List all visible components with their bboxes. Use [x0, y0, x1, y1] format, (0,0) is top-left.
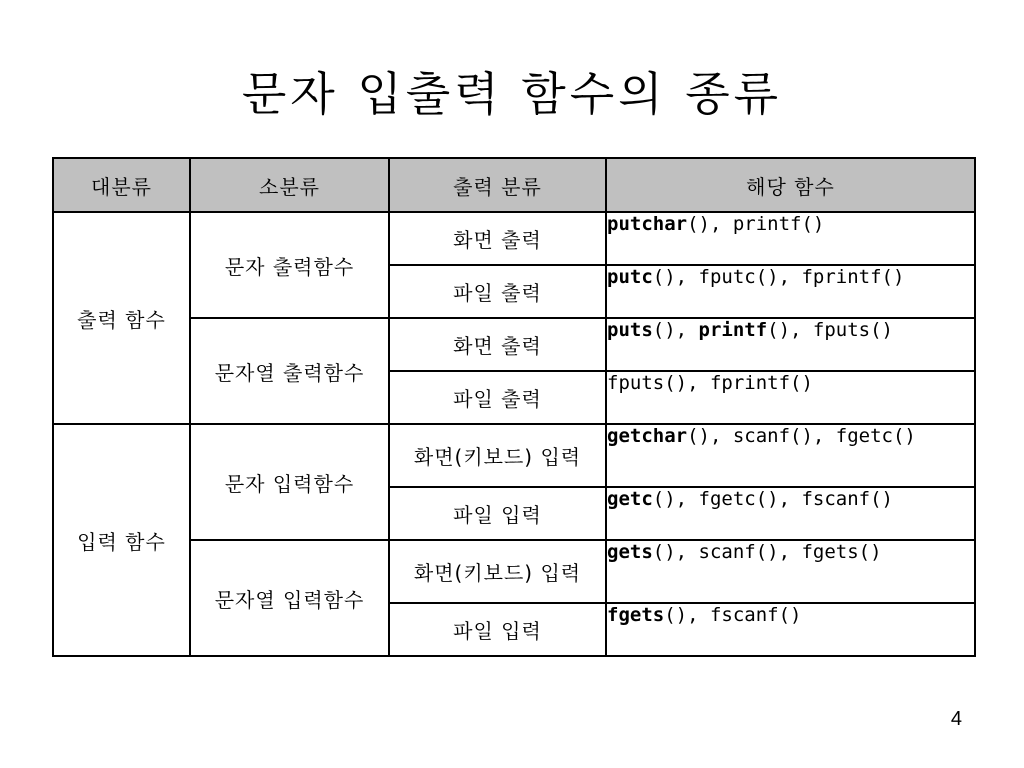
slide-title: 문자 입출력 함수의 종류	[241, 67, 783, 121]
table-row	[53, 424, 975, 487]
function-name: getchar	[607, 425, 688, 447]
minor-category-cell: 문자 입력함수	[190, 424, 389, 540]
function-list: (), scanf(), fgets()	[652, 541, 882, 563]
function-list: (), fputc(), fprintf()	[652, 266, 905, 288]
functions-cell	[606, 487, 975, 540]
functions-cell	[606, 603, 975, 656]
function-name: puts	[607, 319, 653, 341]
minor-category-cell: 문자열 출력함수	[190, 318, 389, 424]
kind-cell: 화면(키보드) 입력	[389, 540, 606, 603]
function-table	[52, 157, 976, 657]
function-list: (), printf()	[687, 213, 825, 235]
function-list: (), fgetc(), fscanf()	[652, 488, 893, 510]
header-major-category: 대분류	[53, 158, 190, 212]
kind-cell: 파일 출력	[389, 371, 606, 424]
functions-cell	[606, 371, 975, 424]
function-list: (),	[652, 319, 699, 341]
functions-cell	[606, 424, 975, 487]
kind-cell: 파일 입력	[389, 487, 606, 540]
function-name: putc	[607, 266, 653, 288]
function-list: (), fscanf()	[664, 604, 802, 626]
header-functions: 해당 함수	[606, 158, 975, 212]
table-row	[53, 318, 975, 371]
major-category-cell: 출력 함수	[53, 212, 190, 424]
page-number: 4	[950, 708, 962, 730]
table-header-row	[53, 158, 975, 212]
kind-cell: 화면 출력	[389, 318, 606, 371]
kind-cell: 파일 입력	[389, 603, 606, 656]
function-list: fputs(), fprintf()	[607, 372, 813, 394]
function-name: getc	[607, 488, 653, 510]
function-name: printf	[698, 319, 768, 341]
function-list: (), fputs()	[767, 319, 894, 341]
header-output-kind: 출력 분류	[389, 158, 606, 212]
functions-cell	[606, 265, 975, 318]
functions-cell	[606, 318, 975, 371]
kind-cell: 화면(키보드) 입력	[389, 424, 606, 487]
major-category-cell: 입력 함수	[53, 424, 190, 656]
function-list: (), scanf(), fgetc()	[687, 425, 916, 447]
functions-cell	[606, 540, 975, 603]
table-row	[53, 212, 975, 265]
function-name: gets	[607, 541, 653, 563]
function-name: putchar	[607, 213, 688, 235]
kind-cell: 화면 출력	[389, 212, 606, 265]
kind-cell: 파일 출력	[389, 265, 606, 318]
minor-category-cell: 문자열 입력함수	[190, 540, 389, 656]
header-minor-category: 소분류	[190, 158, 389, 212]
function-name: fgets	[607, 604, 665, 626]
minor-category-cell: 문자 출력함수	[190, 212, 389, 318]
functions-cell	[606, 212, 975, 265]
table-row	[53, 540, 975, 603]
